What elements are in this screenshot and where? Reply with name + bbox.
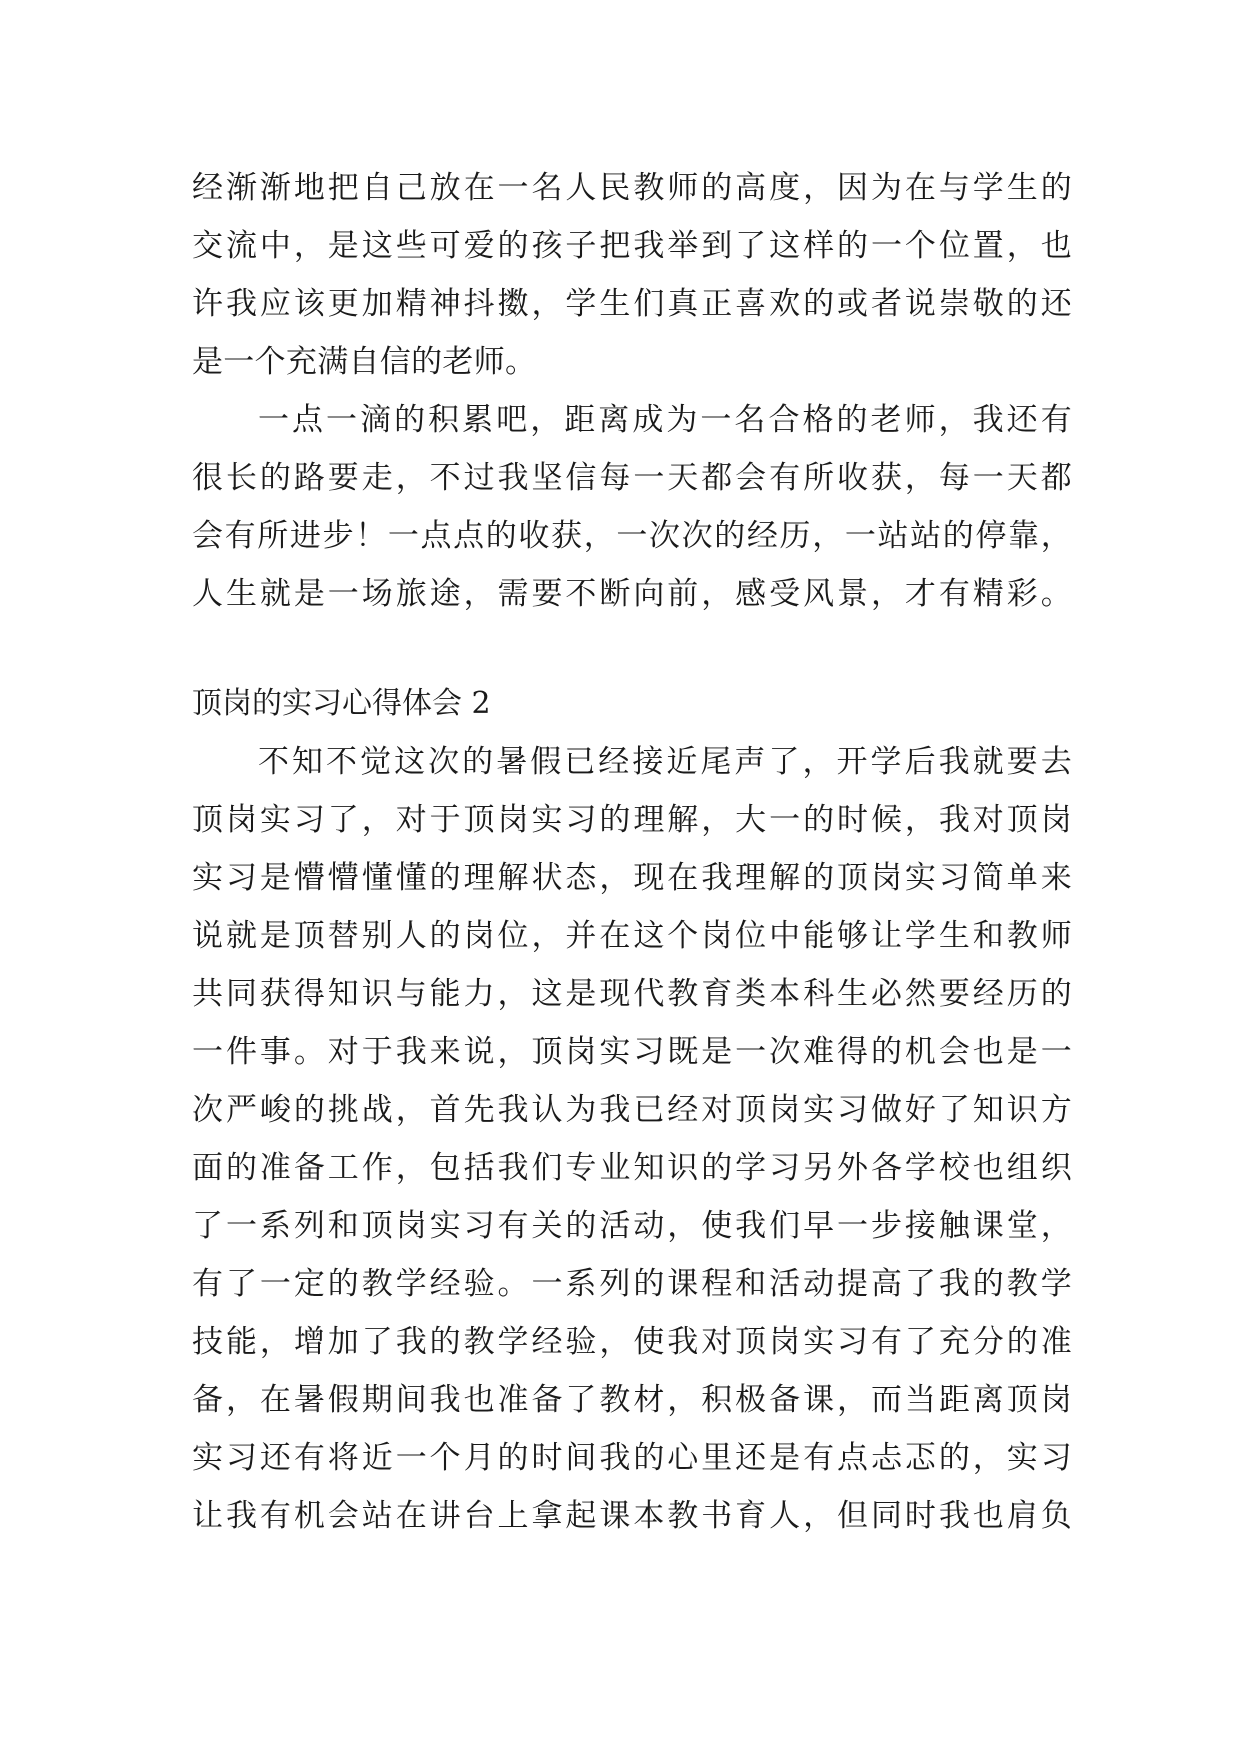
paragraph-line: 人生就是一场旅途，需要不断向前，感受风景，才有精彩。	[192, 576, 1072, 612]
paragraph-line: 面的准备工作，包括我们专业知识的学习另外各学校也组织	[192, 1150, 1072, 1186]
paragraph-line: 了一系列和顶岗实习有关的活动，使我们早一步接触课堂，	[192, 1208, 1072, 1244]
paragraph-line: 技能，增加了我的教学经验，使我对顶岗实习有了充分的准	[192, 1324, 1072, 1360]
paragraph-line: 不知不觉这次的暑假已经接近尾声了，开学后我就要去	[258, 744, 1072, 780]
paragraph-line: 经渐渐地把自己放在一名人民教师的高度，因为在与学生的	[192, 170, 1072, 206]
section-heading: 顶岗的实习心得体会 2	[192, 686, 491, 721]
paragraph-line: 是一个充满自信的老师。	[192, 344, 537, 380]
paragraph-line: 很长的路要走，不过我坚信每一天都会有所收获，每一天都	[192, 460, 1072, 496]
paragraph-line: 备，在暑假期间我也准备了教材，积极备课，而当距离顶岗	[192, 1382, 1072, 1418]
paragraph-line: 共同获得知识与能力，这是现代教育类本科生必然要经历的	[192, 976, 1072, 1012]
paragraph-line: 一点一滴的积累吧，距离成为一名合格的老师，我还有	[258, 402, 1072, 438]
paragraph-line: 让我有机会站在讲台上拿起课本教书育人，但同时我也肩负	[192, 1498, 1072, 1534]
paragraph-line: 交流中，是这些可爱的孩子把我举到了这样的一个位置，也	[192, 228, 1072, 264]
paragraph-line: 顶岗实习了，对于顶岗实习的理解，大一的时候，我对顶岗	[192, 802, 1072, 838]
paragraph-line: 实习是懵懵懂懂的理解状态，现在我理解的顶岗实习简单来	[192, 860, 1072, 896]
paragraph-line: 会有所进步！一点点的收获，一次次的经历，一站站的停靠，	[192, 518, 1072, 554]
paragraph-line: 一件事。对于我来说，顶岗实习既是一次难得的机会也是一	[192, 1034, 1072, 1070]
paragraph-line: 许我应该更加精神抖擞，学生们真正喜欢的或者说崇敬的还	[192, 286, 1072, 322]
paragraph-line: 有了一定的教学经验。一系列的课程和活动提高了我的教学	[192, 1266, 1072, 1302]
paragraph-line: 说就是顶替别人的岗位，并在这个岗位中能够让学生和教师	[192, 918, 1072, 954]
paragraph-line: 次严峻的挑战，首先我认为我已经对顶岗实习做好了知识方	[192, 1092, 1072, 1128]
paragraph-line: 实习还有将近一个月的时间我的心里还是有点忐忑的，实习	[192, 1440, 1072, 1476]
